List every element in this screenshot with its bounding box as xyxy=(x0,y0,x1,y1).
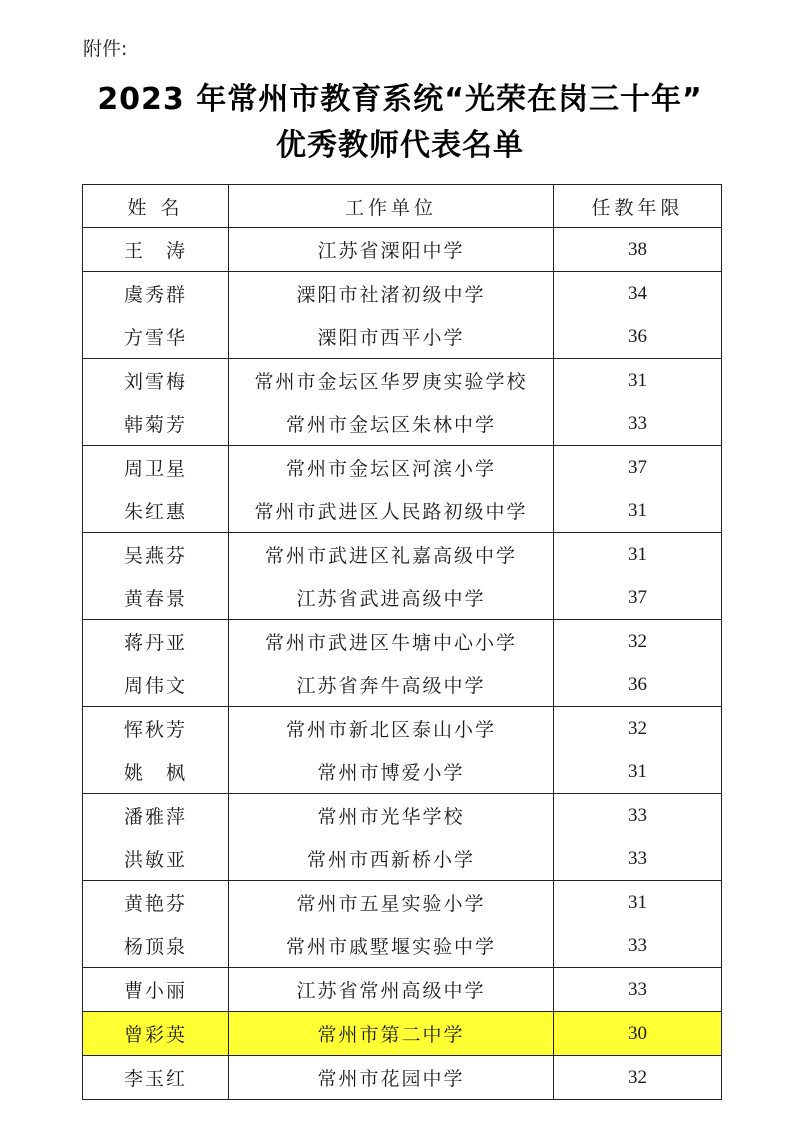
cell-name: 吴燕芬 xyxy=(83,533,229,577)
cell-unit: 常州市五星实验小学 xyxy=(229,881,554,925)
cell-years: 34 xyxy=(554,272,722,316)
cell-unit: 江苏省武进高级中学 xyxy=(229,576,554,620)
cell-name: 周伟文 xyxy=(83,663,229,707)
cell-unit: 江苏省常州高级中学 xyxy=(229,968,554,1012)
cell-years: 33 xyxy=(554,968,722,1012)
cell-years: 31 xyxy=(554,489,722,533)
table-row xyxy=(83,620,722,664)
cell-name: 恽秋芳 xyxy=(83,707,229,751)
table-row xyxy=(83,228,722,272)
table-row xyxy=(83,446,722,490)
table-row xyxy=(83,663,722,707)
cell-unit: 常州市金坛区朱林中学 xyxy=(229,402,554,446)
teacher-list-table xyxy=(82,184,722,1100)
cell-unit: 常州市金坛区河滨小学 xyxy=(229,446,554,490)
header-unit: 工作单位 xyxy=(229,185,554,228)
cell-name: 蒋丹亚 xyxy=(83,620,229,664)
table-row xyxy=(83,402,722,446)
cell-unit: 常州市武进区牛塘中心小学 xyxy=(229,620,554,664)
cell-name: 周卫星 xyxy=(83,446,229,490)
cell-years: 32 xyxy=(554,707,722,751)
cell-years: 38 xyxy=(554,228,722,272)
header-years: 任教年限 xyxy=(554,185,722,228)
table-row xyxy=(83,272,722,316)
cell-name: 朱红惠 xyxy=(83,489,229,533)
cell-years: 33 xyxy=(554,794,722,838)
cell-name: 虞秀群 xyxy=(83,272,229,316)
table-row xyxy=(83,576,722,620)
cell-name: 姚 枫 xyxy=(83,750,229,794)
cell-name: 李玉红 xyxy=(83,1056,229,1100)
cell-unit: 常州市第二中学 xyxy=(229,1012,554,1056)
cell-years: 36 xyxy=(554,315,722,359)
cell-name: 方雪华 xyxy=(83,315,229,359)
cell-name: 潘雅萍 xyxy=(83,794,229,838)
cell-unit: 江苏省奔牛高级中学 xyxy=(229,663,554,707)
cell-years: 31 xyxy=(554,359,722,403)
document-title-line-2: 优秀教师代表名单 xyxy=(276,128,524,163)
cell-years: 36 xyxy=(554,663,722,707)
table-header-row xyxy=(83,185,722,228)
cell-years: 30 xyxy=(554,1012,722,1056)
table-row xyxy=(83,750,722,794)
cell-unit: 常州市花园中学 xyxy=(229,1056,554,1100)
cell-unit: 常州市武进区礼嘉高级中学 xyxy=(229,533,554,577)
table-row xyxy=(83,794,722,838)
table-row xyxy=(83,881,722,925)
cell-name: 王 涛 xyxy=(83,228,229,272)
cell-name: 曾彩英 xyxy=(83,1012,229,1056)
cell-unit: 常州市光华学校 xyxy=(229,794,554,838)
attachment-label: 附件: xyxy=(83,38,128,60)
cell-unit: 江苏省溧阳中学 xyxy=(229,228,554,272)
cell-unit: 溧阳市社渚初级中学 xyxy=(229,272,554,316)
document-title-line-1: 2023 年常州市教育系统“光荣在岗三十年” xyxy=(97,82,703,117)
cell-unit: 常州市武进区人民路初级中学 xyxy=(229,489,554,533)
table-row xyxy=(83,489,722,533)
table-row xyxy=(83,1056,722,1100)
cell-name: 黄春景 xyxy=(83,576,229,620)
table-row xyxy=(83,533,722,577)
cell-name: 杨顶泉 xyxy=(83,924,229,968)
header-name: 姓 名 xyxy=(83,185,229,228)
table-row xyxy=(83,707,722,751)
table-row xyxy=(83,1012,722,1056)
cell-years: 37 xyxy=(554,446,722,490)
table-row xyxy=(83,924,722,968)
cell-unit: 常州市金坛区华罗庚实验学校 xyxy=(229,359,554,403)
cell-years: 31 xyxy=(554,750,722,794)
cell-years: 32 xyxy=(554,620,722,664)
table-row xyxy=(83,359,722,403)
cell-name: 刘雪梅 xyxy=(83,359,229,403)
cell-years: 33 xyxy=(554,924,722,968)
cell-years: 32 xyxy=(554,1056,722,1100)
cell-name: 韩菊芳 xyxy=(83,402,229,446)
cell-unit: 常州市新北区泰山小学 xyxy=(229,707,554,751)
table-row xyxy=(83,315,722,359)
table-row xyxy=(83,837,722,881)
cell-years: 37 xyxy=(554,576,722,620)
cell-years: 33 xyxy=(554,402,722,446)
cell-name: 洪敏亚 xyxy=(83,837,229,881)
table-row xyxy=(83,968,722,1012)
cell-name: 曹小丽 xyxy=(83,968,229,1012)
cell-unit: 常州市博爱小学 xyxy=(229,750,554,794)
cell-name: 黄艳芬 xyxy=(83,881,229,925)
cell-unit: 溧阳市西平小学 xyxy=(229,315,554,359)
cell-unit: 常州市西新桥小学 xyxy=(229,837,554,881)
cell-unit: 常州市戚墅堰实验中学 xyxy=(229,924,554,968)
cell-years: 31 xyxy=(554,881,722,925)
cell-years: 33 xyxy=(554,837,722,881)
cell-years: 31 xyxy=(554,533,722,577)
